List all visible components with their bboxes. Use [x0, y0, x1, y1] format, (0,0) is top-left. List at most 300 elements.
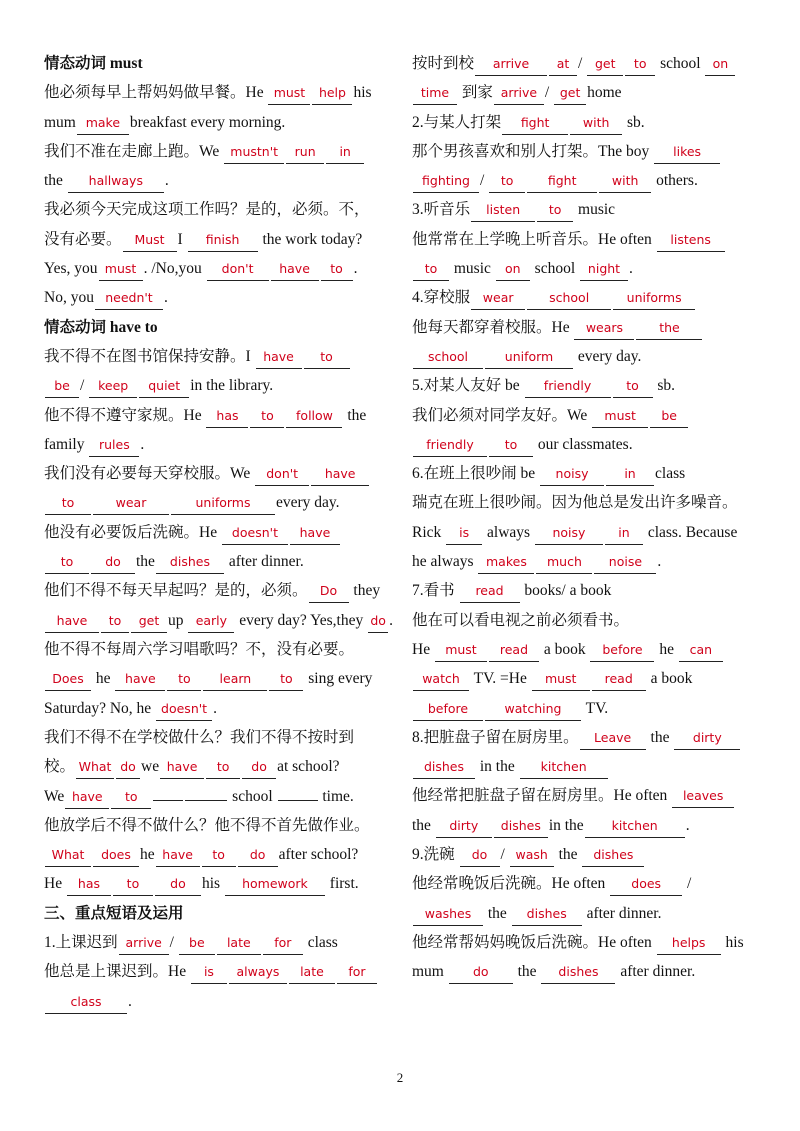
- answer-blank: to: [321, 261, 353, 281]
- answer-blank: with: [599, 173, 651, 193]
- question-text: in the: [476, 758, 519, 776]
- answer-blank: watching: [485, 701, 581, 721]
- worksheet-line: [44, 635, 396, 664]
- answer-blank: dirty: [674, 730, 740, 750]
- question-text: .: [353, 260, 358, 278]
- worksheet-line: [412, 518, 764, 547]
- question-text: 6.在班上很吵闹 be: [412, 465, 540, 483]
- question-text: 我们不准在走廊上跑。We: [44, 142, 224, 160]
- question-text: in the: [548, 816, 584, 834]
- answer-blank: night: [580, 261, 628, 281]
- worksheet-line: [44, 606, 396, 635]
- answer-blank: hallways: [68, 173, 164, 193]
- answer-blank: must: [268, 85, 310, 105]
- answer-blank: do: [460, 847, 500, 867]
- question-text: in the library.: [190, 377, 274, 395]
- worksheet-line: [44, 195, 396, 224]
- answer-blank: dirty: [436, 818, 492, 838]
- question-text: 他经常把脏盘子留在厨房里。He often: [412, 787, 672, 805]
- answer-blank: have: [311, 466, 369, 486]
- left-column: [44, 49, 396, 1016]
- answer-blank: What: [76, 759, 114, 779]
- answer-blank: Does: [45, 671, 91, 691]
- question-text: 8.把脏盘子留在厨房里。: [412, 728, 579, 746]
- answer-blank: to: [489, 173, 525, 193]
- question-text: the: [136, 553, 155, 571]
- worksheet-line: [44, 108, 396, 137]
- worksheet-line: [44, 664, 396, 693]
- answer-blank: on: [705, 56, 735, 76]
- question-text: school: [530, 260, 579, 278]
- question-text: .: [629, 260, 633, 278]
- question-text: 他常常在上学晚上听音乐。He often: [412, 230, 656, 248]
- question-text: 我必须今天完成这项工作吗？是的，必须。不，: [44, 201, 370, 219]
- question-text: after school?: [278, 846, 359, 864]
- question-text: Saturday? No, he: [44, 699, 156, 717]
- worksheet-line: [412, 342, 764, 371]
- question-text: He: [44, 875, 66, 893]
- question-text: 9.洗碗: [412, 846, 459, 864]
- answer-blank: rules: [89, 437, 139, 457]
- answer-blank: to: [101, 613, 129, 633]
- answer-blank: noise: [594, 554, 656, 574]
- question-text: 他不得不每周六学习唱歌吗？不，没有必要。: [44, 640, 355, 658]
- answer-blank: listens: [657, 232, 725, 252]
- answer-blank: on: [496, 261, 530, 281]
- worksheet-line: [44, 78, 396, 107]
- answer-blank: noisy: [535, 525, 603, 545]
- worksheet-line: [412, 606, 764, 635]
- worksheet-line: [44, 957, 396, 986]
- worksheet-line: [44, 869, 396, 898]
- question-text: at school?: [277, 758, 340, 776]
- question-text: school: [228, 788, 277, 806]
- answer-blank: read: [460, 583, 520, 603]
- answer-blank: to: [167, 671, 201, 691]
- answer-blank: dishes: [582, 847, 644, 867]
- answer-blank: do: [242, 759, 276, 779]
- question-text: 校。: [44, 758, 76, 776]
- question-text: 他不得不遵守家规。He: [44, 406, 206, 424]
- answer-blank: can: [679, 642, 723, 662]
- worksheet-line: [44, 752, 396, 781]
- worksheet-line: [44, 488, 396, 517]
- answer-blank: to: [202, 847, 236, 867]
- question-text: .: [163, 289, 168, 307]
- worksheet-line: [44, 694, 396, 723]
- worksheet-line: [44, 840, 396, 869]
- answer-blank: to: [613, 378, 653, 398]
- answer-blank: be: [45, 378, 79, 398]
- answer-blank: do: [238, 847, 278, 867]
- worksheet-line: [44, 166, 396, 195]
- question-text: music: [450, 260, 495, 278]
- answer-blank: much: [536, 554, 592, 574]
- answer-blank: makes: [478, 554, 534, 574]
- question-text: 4.穿校服: [412, 289, 471, 307]
- question-text: sb.: [623, 113, 645, 131]
- question-text: 瑞克在班上很吵闹。因为他总是发出许多噪音。: [412, 494, 738, 512]
- question-text: class. Because: [643, 523, 738, 541]
- answer-blank: to: [45, 495, 91, 515]
- answer-blank: likes: [654, 144, 720, 164]
- worksheet-line: [412, 547, 764, 576]
- worksheet-line: [412, 371, 764, 400]
- worksheet-line: [412, 811, 764, 840]
- answer-blank: wear: [471, 290, 525, 310]
- answer-blank: always: [229, 964, 287, 984]
- answer-blank: have: [115, 671, 165, 691]
- question-text: mum: [412, 963, 448, 981]
- question-text: a book: [646, 670, 693, 688]
- worksheet-line: [412, 899, 764, 928]
- question-text: TV.: [582, 699, 609, 717]
- section-heading: 三、重点短语及运用: [44, 904, 184, 922]
- worksheet-line: [44, 313, 396, 342]
- question-text: family: [44, 435, 89, 453]
- question-text: 我们不得不在学校做什么？我们不得不按时到: [44, 728, 355, 746]
- question-text: he: [655, 640, 678, 658]
- question-text: Rick: [412, 523, 446, 541]
- answer-blank: to: [537, 202, 573, 222]
- answer-blank: [185, 781, 227, 801]
- answer-blank: to: [413, 261, 449, 281]
- question-text: /: [544, 84, 554, 102]
- answer-blank: before: [413, 701, 483, 721]
- question-text: 3.听音乐: [412, 201, 471, 219]
- answer-blank: must: [532, 671, 590, 691]
- answer-blank: do: [91, 554, 135, 574]
- question-text: we: [141, 758, 160, 776]
- question-text: after dinner.: [616, 963, 696, 981]
- worksheet-line: [412, 166, 764, 195]
- question-text: 他经常帮妈妈晚饭后洗碗。He often: [412, 933, 656, 951]
- question-text: 那个男孩喜欢和别人打架。The boy: [412, 142, 654, 160]
- answer-blank: wears: [574, 320, 634, 340]
- answer-blank: late: [289, 964, 335, 984]
- question-text: he: [92, 670, 115, 688]
- worksheet-line: [412, 576, 764, 605]
- answer-blank: for: [263, 935, 303, 955]
- worksheet-line: [44, 576, 396, 605]
- answer-blank: kitchen: [520, 759, 608, 779]
- answer-blank: have: [256, 349, 302, 369]
- worksheet-line: [412, 254, 764, 283]
- worksheet-line: [412, 928, 764, 957]
- worksheet-line: [412, 869, 764, 898]
- answer-blank: to: [625, 56, 655, 76]
- answer-blank: must: [592, 408, 648, 428]
- question-text: the work today?: [258, 230, 363, 248]
- answer-blank: friendly: [413, 437, 487, 457]
- question-text: the: [554, 846, 582, 864]
- question-text: after dinner.: [224, 553, 304, 571]
- worksheet-line: [44, 342, 396, 371]
- question-text: 我不得不在图书馆保持安静。I: [44, 347, 255, 365]
- section-heading: 情态动词 must: [44, 55, 143, 72]
- answer-blank: late: [217, 935, 261, 955]
- question-text: a book: [539, 640, 590, 658]
- question-text: up: [168, 611, 188, 629]
- question-text: first.: [325, 875, 359, 893]
- answer-blank: don't: [255, 466, 309, 486]
- question-text: /: [80, 377, 89, 395]
- question-text: after dinner.: [582, 904, 662, 922]
- question-text: home: [587, 84, 622, 102]
- question-text: sing every: [304, 670, 373, 688]
- worksheet-line: [44, 547, 396, 576]
- answer-blank: get: [587, 56, 623, 76]
- answer-blank: have: [160, 759, 204, 779]
- answer-blank: learn: [203, 671, 267, 691]
- worksheet-line: [44, 723, 396, 752]
- question-text: the: [646, 728, 674, 746]
- answer-blank: for: [337, 964, 377, 984]
- question-text: 他必须每早上帮妈妈做早餐。He: [44, 84, 268, 102]
- question-text: 我们没有必要每天穿校服。We: [44, 465, 255, 483]
- question-text: 按时到校: [412, 55, 475, 72]
- answer-blank: help: [312, 85, 352, 105]
- answer-blank: wear: [93, 495, 169, 515]
- worksheet-line: [44, 928, 396, 957]
- answer-blank: uniforms: [613, 290, 695, 310]
- answer-blank: have: [271, 261, 319, 281]
- answer-blank: finish: [188, 232, 258, 252]
- answer-blank: in: [326, 144, 364, 164]
- worksheet-line: [44, 459, 396, 488]
- answer-blank: read: [592, 671, 646, 691]
- worksheet-line: [44, 254, 396, 283]
- question-text: 2.与某人打架: [412, 113, 502, 131]
- answer-blank: [278, 781, 318, 801]
- question-text: TV. =He: [470, 670, 531, 688]
- answer-blank: quiet: [139, 378, 189, 398]
- question-text: always: [483, 523, 534, 541]
- question-text: time.: [318, 788, 354, 806]
- question-text: the: [44, 172, 67, 190]
- worksheet-line: [412, 694, 764, 723]
- answer-blank: Do: [309, 583, 349, 603]
- question-text: No, you: [44, 289, 94, 307]
- worksheet-line: [412, 459, 764, 488]
- worksheet-line: [412, 195, 764, 224]
- question-text: 我们必须对同学友好。We: [412, 406, 592, 424]
- answer-blank: arrive: [494, 85, 544, 105]
- answer-blank: to: [304, 349, 350, 369]
- question-text: class: [303, 933, 338, 951]
- page-number: 2: [396, 1070, 404, 1085]
- worksheet-line: [412, 78, 764, 107]
- worksheet-line: [44, 811, 396, 840]
- question-text: /: [480, 172, 489, 190]
- answer-blank: What: [45, 847, 91, 867]
- answer-blank: get: [131, 613, 167, 633]
- question-text: the: [484, 904, 511, 922]
- answer-blank: fight: [527, 173, 597, 193]
- answer-blank: to: [269, 671, 303, 691]
- question-text: 5.对某人友好 be: [412, 377, 524, 395]
- answer-blank: dishes: [413, 759, 475, 779]
- question-text: /: [683, 875, 692, 893]
- answer-blank: keep: [89, 378, 137, 398]
- question-text: the: [513, 963, 541, 981]
- worksheet-line: [44, 430, 396, 459]
- answer-blank: mustn't: [224, 144, 284, 164]
- answer-blank: is: [446, 525, 482, 545]
- question-text: books/ a book: [520, 582, 612, 600]
- question-text: 1.上课迟到: [44, 933, 118, 951]
- question-text: 他没有必要饭后洗碗。He: [44, 523, 221, 541]
- answer-blank: dishes: [156, 554, 224, 574]
- question-text: his: [201, 875, 224, 893]
- worksheet-line: [412, 635, 764, 664]
- worksheet-line: [412, 957, 764, 986]
- answer-blank: homework: [225, 876, 325, 896]
- question-text: /: [169, 933, 178, 951]
- answer-blank: kitchen: [585, 818, 685, 838]
- worksheet-line: [412, 401, 764, 430]
- answer-blank: dishes: [494, 818, 548, 838]
- worksheet-line: [44, 899, 396, 928]
- question-text: Yes, you: [44, 260, 98, 278]
- answer-blank: before: [590, 642, 654, 662]
- worksheet-line: [412, 137, 764, 166]
- question-text: others.: [652, 172, 698, 190]
- worksheet-line: [412, 313, 764, 342]
- question-text: sb.: [653, 377, 676, 395]
- question-text: .: [657, 553, 662, 571]
- worksheet-line: [412, 723, 764, 752]
- worksheet-line: [412, 283, 764, 312]
- question-text: his: [353, 84, 372, 102]
- answer-blank: fight: [502, 115, 568, 135]
- question-text: 他放学后不得不做什么？他不得不首先做作业。: [44, 816, 370, 834]
- question-text: 没有必要。: [44, 230, 122, 248]
- question-text: . /No,you: [143, 260, 206, 278]
- answer-blank: to: [206, 759, 240, 779]
- worksheet-line: [412, 225, 764, 254]
- answer-blank: have: [45, 613, 99, 633]
- answer-blank: must: [99, 261, 143, 281]
- answer-blank: to: [250, 408, 284, 428]
- answer-blank: have: [65, 789, 109, 809]
- question-text: .: [685, 816, 690, 834]
- answer-blank: time: [413, 85, 457, 105]
- answer-blank: run: [286, 144, 324, 164]
- answer-blank: leaves: [672, 788, 734, 808]
- question-text: .: [128, 992, 132, 1010]
- answer-blank: have: [290, 525, 340, 545]
- question-text: school: [656, 55, 705, 72]
- answer-blank: [153, 781, 183, 801]
- answer-blank: make: [77, 115, 129, 135]
- answer-blank: must: [435, 642, 487, 662]
- question-text: they: [349, 582, 381, 600]
- answer-blank: follow: [286, 408, 342, 428]
- question-text: .: [140, 435, 145, 453]
- worksheet-line: [412, 781, 764, 810]
- answer-blank: uniforms: [171, 495, 275, 515]
- answer-blank: doesn't: [222, 525, 288, 545]
- question-text: 他经常晚饭后洗碗。He often: [412, 875, 610, 893]
- answer-blank: washes: [413, 906, 483, 926]
- answer-blank: to: [489, 437, 533, 457]
- answer-blank: in: [606, 466, 654, 486]
- answer-blank: listen: [471, 202, 535, 222]
- answer-blank: dishes: [541, 964, 615, 984]
- answer-blank: at: [549, 56, 577, 76]
- question-text: .: [389, 611, 393, 629]
- right-column: [412, 49, 764, 987]
- answer-blank: the: [636, 320, 702, 340]
- question-text: 到家: [458, 84, 493, 102]
- answer-blank: helps: [657, 935, 721, 955]
- worksheet-line: [44, 518, 396, 547]
- question-text: our classmates.: [534, 435, 633, 453]
- question-text: 他在可以看电视之前必须看书。: [412, 611, 630, 629]
- question-text: /: [500, 846, 509, 864]
- answer-blank: do: [116, 759, 140, 779]
- worksheet-line: [412, 49, 764, 78]
- question-text: 他每天都穿着校服。He: [412, 318, 574, 336]
- question-text: the: [343, 406, 367, 424]
- question-text: music: [574, 201, 616, 219]
- answer-blank: don't: [207, 261, 269, 281]
- answer-blank: read: [489, 642, 539, 662]
- answer-blank: do: [155, 876, 201, 896]
- answer-blank: class: [45, 994, 127, 1014]
- answer-blank: has: [67, 876, 111, 896]
- answer-blank: Must: [123, 232, 177, 252]
- question-text: he: [140, 846, 155, 864]
- answer-blank: doesn't: [156, 701, 212, 721]
- answer-blank: dishes: [512, 906, 582, 926]
- question-text: he always: [412, 553, 478, 571]
- answer-blank: to: [45, 554, 89, 574]
- question-text: every day? Yes,they: [235, 611, 368, 629]
- question-text: /: [578, 55, 587, 72]
- question-text: 他们不得不每天早起吗？是的，必须。: [44, 582, 308, 600]
- worksheet-line: [44, 781, 396, 810]
- answer-blank: noisy: [540, 466, 604, 486]
- question-text: his: [721, 933, 744, 951]
- answer-blank: do: [449, 964, 513, 984]
- answer-blank: do: [368, 613, 388, 633]
- answer-blank: is: [191, 964, 227, 984]
- question-text: .: [164, 172, 169, 190]
- worksheet-line: [412, 488, 764, 517]
- answer-blank: in: [605, 525, 643, 545]
- question-text: We: [44, 788, 65, 806]
- answer-blank: get: [554, 85, 586, 105]
- question-text: I: [177, 230, 187, 248]
- worksheet-line: [412, 664, 764, 693]
- worksheet-line: [44, 49, 396, 78]
- question-text: .: [213, 699, 217, 717]
- worksheet-line: [44, 283, 396, 312]
- worksheet-line: [412, 752, 764, 781]
- answer-blank: Leave: [580, 730, 646, 750]
- answer-blank: be: [650, 408, 688, 428]
- worksheet-line: [44, 225, 396, 254]
- answer-blank: be: [179, 935, 215, 955]
- question-text: 他总是上课迟到。He: [44, 963, 190, 981]
- answer-blank: school: [413, 349, 483, 369]
- answer-blank: arrive: [475, 56, 547, 76]
- question-text: breakfast every morning.: [129, 113, 286, 131]
- answer-blank: with: [570, 115, 622, 135]
- answer-blank: arrive: [119, 935, 169, 955]
